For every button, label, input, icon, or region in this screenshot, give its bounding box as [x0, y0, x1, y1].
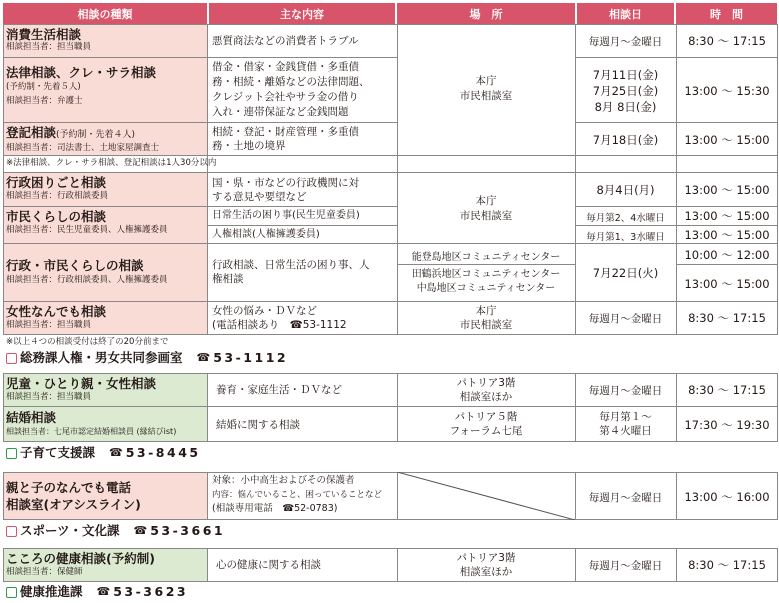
women-staff: 相談担当者：担当職員 [6, 320, 92, 330]
place-main-3-line2: 市民相談室 [459, 319, 513, 331]
row-consumer-label [6, 27, 91, 53]
note-reception-deadline: ※以上４つの相談受付は終了の20分前まで [6, 337, 169, 347]
office-icon [6, 448, 17, 459]
place-main-2-line2: 市民相談室 [459, 210, 513, 222]
phone-day: 毎週月～金曜日 [588, 492, 663, 504]
combined-place-2 [398, 268, 574, 296]
consumer-staff: 相談担当者：担当職員 [6, 42, 92, 52]
legal-day-2: 7月25日(金) [592, 84, 659, 98]
phone-icon: ☎ [109, 446, 123, 459]
combined-place-1: 能登島地区コミュニティセンター [411, 252, 561, 263]
legal-time: 13:00 ～ 15:30 [684, 84, 770, 98]
dept-jinken [6, 350, 288, 366]
legal-content-line2: 務・相続・離婚などの法律問題、 [212, 76, 370, 88]
dept-sports [6, 523, 225, 539]
legal-title: 法律相談、クレ・サラ相談 [6, 65, 157, 80]
dept-sports-name: スポーツ・文化課 [20, 523, 120, 538]
phone-icon: ☎ [196, 351, 211, 364]
phone-time: 13:00 ～ 16:00 [684, 490, 770, 504]
women-day: 毎週月～金曜日 [588, 313, 663, 325]
combined-place-2-line2: 中島地区コミュニティセンター [416, 283, 556, 294]
header-time: 時 間 [676, 3, 777, 24]
row-combined-label [6, 258, 168, 286]
combined-time-1: 10:00 ～ 12:00 [684, 248, 770, 262]
row-health-label [6, 551, 155, 578]
marriage-day [577, 410, 674, 438]
phone-content-line1: 対象：小中高生およびその保護者 [212, 475, 355, 486]
child-title: 児童・ひとり親・女性相談 [6, 376, 157, 391]
phone-content-line3 [212, 502, 382, 516]
phone-content-line2: 内容：悩んでいること、困っていることなど [212, 490, 383, 500]
combined-day: 7月22日(火) [592, 266, 659, 280]
combined-staff: 相談担当者：行政相談委員、人権擁護委員 [6, 275, 168, 285]
child-place-line1: パトリア3階 [456, 377, 516, 389]
women-time: 8:30 ～ 17:15 [688, 311, 766, 325]
legal-day-3: 8月 8日(金) [594, 100, 657, 114]
place-main-3-line1: 本庁 [475, 305, 497, 317]
citizen-time-1: 13:00 ～ 15:00 [684, 209, 770, 223]
registry-title: 登記相談 [6, 125, 57, 140]
dept-jinken-phone: 53-1112 [213, 350, 289, 365]
empty-place-diagonal [397, 472, 575, 520]
combined-content [212, 258, 370, 286]
child-content: 養育・家庭生活・ＤＶなど [216, 384, 342, 396]
marriage-place-line2: フォーラム七尾 [449, 425, 523, 437]
dept-kenko-phone: 53-3623 [113, 584, 189, 599]
office-icon [6, 353, 17, 364]
dept-kosodate-phone: 53-8445 [125, 445, 201, 460]
combined-title: 行政・市民くらしの相談 [6, 258, 144, 273]
child-place-line2: 相談室ほか [459, 391, 513, 403]
legal-day-1: 7月11日(金) [592, 68, 659, 82]
phone-icon: ☎ [133, 524, 148, 537]
citizen-day-1: 毎月第2、4水曜日 [586, 213, 665, 224]
place-main-2 [398, 194, 574, 224]
registry-sub: (予約制・先着４人) [56, 130, 136, 140]
legal-sub: (予約制・先着５人) [6, 82, 81, 92]
marriage-place [398, 410, 574, 438]
place-main-3 [398, 304, 574, 332]
phone-content [212, 474, 382, 516]
row-women-label [6, 304, 106, 331]
citizen-day-2: 毎月第1、3水曜日 [586, 232, 665, 243]
health-time: 8:30 ～ 17:15 [688, 558, 766, 572]
phone-icon: ☎ [282, 503, 295, 514]
phone-icon: ☎ [289, 319, 303, 331]
office-icon [6, 587, 17, 598]
combined-place-2-line1: 田鶴浜地区コミュニティセンター [411, 269, 561, 280]
phone-tel: 52-0783) [294, 503, 338, 514]
admin-content-line1: 国・県・市などの行政機関に対 [212, 177, 359, 189]
admin-staff: 相談担当者：行政相談委員 [6, 191, 109, 201]
child-time: 8:30 ～ 17:15 [688, 383, 766, 397]
legal-staff: 相談担当者：弁護士 [6, 96, 83, 106]
row-citizen-label [6, 209, 168, 236]
combined-content-line2: 権相談 [212, 273, 244, 285]
registry-title-line [6, 125, 159, 143]
marriage-staff: 相談担当者：七尾市認定結婚相談員 (縁結びist) [6, 427, 177, 436]
place-main-1-line2: 市民相談室 [459, 90, 513, 102]
admin-time: 13:00 ～ 15:00 [684, 183, 770, 197]
consumer-content: 悪質商法などの消費者トラブル [212, 35, 359, 47]
health-day: 毎週月～金曜日 [588, 560, 663, 572]
row-admin-label [6, 175, 108, 202]
office-icon [6, 526, 17, 537]
dept-jinken-name: 総務課人権・男女共同参画室 [20, 350, 183, 365]
registry-content [212, 125, 359, 153]
phone-icon: ☎ [96, 585, 111, 598]
consumer-time: 8:30 ～ 17:15 [688, 34, 766, 48]
women-title: 女性なんでも相談 [6, 304, 107, 319]
registry-content-line1: 相続・登記・財産管理・多重債 [212, 126, 359, 138]
place-main-1 [398, 74, 574, 104]
legal-days [577, 67, 674, 115]
child-day: 毎週月～金曜日 [588, 385, 663, 397]
women-content-tel-label: (電話相談あり [212, 319, 280, 331]
health-place-line2: 相談室ほか [459, 566, 513, 578]
phone-title-line1: 親と子のなんでも電話 [6, 480, 132, 495]
citizen-staff: 相談担当者：民生児童委員、人権擁護委員 [6, 225, 168, 235]
note-consult-limit: ※法律相談、クレ・サラ相談、登記相談は1人30分以内 [6, 158, 217, 168]
row-registry-label [6, 125, 159, 154]
citizen-content-2: 人権相談(人権擁護委員) [212, 229, 320, 240]
place-main-2-line1: 本庁 [475, 195, 497, 207]
header-place: 場 所 [397, 3, 575, 24]
admin-content [212, 176, 359, 204]
legal-content-line4: 入れ・連帯保証など金銭問題 [212, 106, 349, 118]
row-marriage-label [6, 410, 176, 437]
header-day: 相談日 [577, 3, 674, 24]
child-place [398, 376, 574, 404]
registry-staff: 相談担当者：司法書士、土地家屋調査士 [6, 143, 160, 153]
admin-title: 行政困りごと相談 [6, 175, 107, 190]
marriage-day-line1: 毎月第１～ [599, 411, 652, 423]
row-phone-label [6, 480, 141, 512]
dept-sports-phone: 53-3661 [150, 523, 226, 538]
row-legal-label [6, 65, 156, 107]
registry-content-line2: 務・土地の境界 [212, 140, 286, 152]
women-tel: 53-1112 [302, 319, 347, 331]
legal-content-line3: クレジット会社やサラ金の借り [212, 91, 359, 103]
legal-content-line1: 借金・借家・金銭貸借・多重債 [212, 61, 359, 73]
admin-content-line2: する意見や要望など [212, 191, 307, 203]
dept-kenko [6, 584, 188, 600]
admin-day: 8月4日(月) [596, 183, 655, 197]
consumer-day: 毎週月～金曜日 [588, 36, 663, 48]
place-main-1-line1: 本庁 [475, 75, 497, 87]
citizen-content-1: 日常生活の困り事(民生児童委員) [212, 210, 360, 221]
registry-day: 7月18日(金) [592, 133, 659, 147]
header-type: 相談の種類 [3, 3, 207, 24]
dept-kenko-name: 健康推進課 [20, 584, 83, 599]
health-title: こころの健康相談(予約制) [6, 551, 155, 566]
marriage-title: 結婚相談 [6, 410, 57, 425]
phone-content-tel-label: (相談専用電話 [212, 503, 273, 514]
combined-time-2: 13:00 ～ 15:00 [684, 277, 770, 291]
dept-kosodate-name: 子育て支援課 [20, 445, 96, 460]
health-staff: 相談担当者：保健師 [6, 567, 83, 577]
legal-content [212, 60, 370, 120]
combined-content-line1: 行政相談、日常生活の困り事、人 [212, 259, 370, 271]
dept-kosodate [6, 445, 201, 461]
child-staff: 相談担当者：担当職員 [6, 392, 92, 402]
women-content-line2 [212, 318, 347, 332]
marriage-place-line1: パトリア５階 [454, 411, 518, 423]
marriage-time: 17:30 ～ 19:30 [684, 418, 770, 432]
consumer-title: 消費生活相談 [6, 27, 82, 42]
phone-title-line2: 相談室(オアシスライン) [6, 497, 141, 512]
marriage-day-line2: 第４火曜日 [599, 425, 652, 437]
citizen-time-2: 13:00 ～ 15:00 [684, 228, 770, 242]
health-place-line1: パトリア3階 [456, 552, 516, 564]
registry-time: 13:00 ～ 15:00 [684, 133, 770, 147]
header-content: 主な内容 [209, 3, 395, 24]
row-child-label [6, 376, 156, 403]
health-place [398, 551, 574, 579]
women-content-line1: 女性の悩み・ＤＶなど [212, 305, 317, 317]
women-content [212, 304, 347, 332]
citizen-title: 市民くらしの相談 [6, 209, 107, 224]
marriage-content: 結婚に関する相談 [216, 419, 300, 431]
health-content: 心の健康に関する相談 [216, 559, 321, 571]
